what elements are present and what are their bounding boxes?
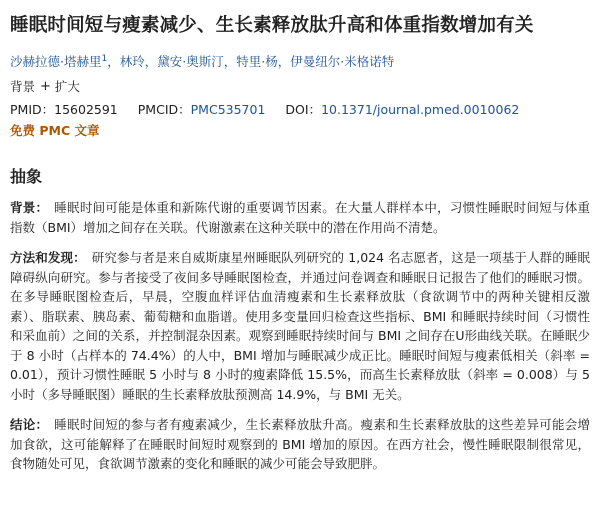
background-label: 背景 xyxy=(10,79,36,94)
background-toggle[interactable] xyxy=(10,78,590,96)
author-list: 沙赫拉德·塔赫里$^1$，林玲，黛安·奥斯汀，特里·杨，伊曼纽尔·米格诺特 xyxy=(10,53,395,69)
doi-label: DOI： xyxy=(285,102,322,117)
methods-section-text: 研究参与者是来自威斯康星州睡眠队列研究的 1,024 名志愿者，这是一项基于人群的睡眠障碍纵向研究。参与者接受了夜间多导睡眠图检查，并通过问卷调查和睡眠日记报告了他们的睡眠习惯。在多导睡眠图检查后，早晨，空腹血样评估血清瘦素和生长素释放肽（食欲调节中的两种关键相反激素）、脂联素、胰岛素、葡萄糖和血脂谱。使用多变量回归检查这些指标、BMI 和睡眠持续时间（习惯性和采血前）之间的关系，并控制混杂因素。观察到睡眠持续时间与 BMI 之间存在U形曲线关联。在睡眠少于 8 小时（占样本的 74.4%）的人中，BMI 增加与睡眠减少成正比。睡眠时间短与瘦素低相关（斜率 = 0.01），预计习惯性睡眠 5 小时与 8 小时的瘦素降低 15.5%，而高生长素释放肽（斜率 = 0.008）与 5 小时（多导睡眠图）睡眠的生长素释放肽预测高 14.9%，与 BMI 无关。 xyxy=(10,250,590,402)
pmid-label: PMID： xyxy=(10,102,55,117)
abstract-conclusions xyxy=(10,415,590,474)
author-link[interactable]: 沙赫拉德·塔赫里 xyxy=(10,54,102,69)
methods-section-label: 方法和发现： xyxy=(10,250,86,265)
conclusions-section-label: 结论： xyxy=(10,417,49,432)
affiliation-marker[interactable]: 1 xyxy=(101,53,108,64)
pmcid-link[interactable]: PMC535701 xyxy=(190,102,266,117)
abstract-background xyxy=(10,198,590,237)
pmcid-label: PMCID： xyxy=(137,102,191,117)
plus-icon: + xyxy=(40,79,51,94)
author-link[interactable]: 黛安·奥斯汀 xyxy=(157,54,224,69)
doi-link[interactable]: 10.1371/journal.pmed.0010062 xyxy=(321,102,520,117)
abstract-methods xyxy=(10,248,590,404)
author-link[interactable]: 林玲 xyxy=(119,54,145,69)
author-link[interactable]: 特里·杨 xyxy=(236,54,278,69)
background-section-label: 背景： xyxy=(10,200,49,215)
expand-label: 扩大 xyxy=(54,79,80,94)
abstract-heading: 抽象 xyxy=(10,167,43,186)
article-identifiers xyxy=(10,101,590,119)
pmid-value: 15602591 xyxy=(54,102,118,117)
free-pmc-article-badge: 免费 PMC 文章 xyxy=(10,123,100,138)
author-link[interactable]: 伊曼纽尔·米格诺特 xyxy=(290,54,395,69)
conclusions-section-text: 睡眠时间短的参与者有瘦素减少，生长素释放肽升高。瘦素和生长素释放肽的这些差异可能会增加食欲，这可能解释了在睡眠时间短时观察到的 BMI 增加的原因。在西方社会，慢性睡眠限制很常见，食物随处可见，食欲调节激素的变化和睡眠的减少可能会导致肥胖。 xyxy=(10,417,590,471)
article-title: 睡眠时间短与瘦素减少、生长素释放肽升高和体重指数增加有关 xyxy=(10,15,534,36)
background-section-text: 睡眠时间可能是体重和新陈代谢的重要调节因素。在大量人群样本中，习惯性睡眠时间短与体重指数（BMI）增加之间存在关联。代谢激素在这种关联中的潜在作用尚不清楚。 xyxy=(10,200,590,235)
